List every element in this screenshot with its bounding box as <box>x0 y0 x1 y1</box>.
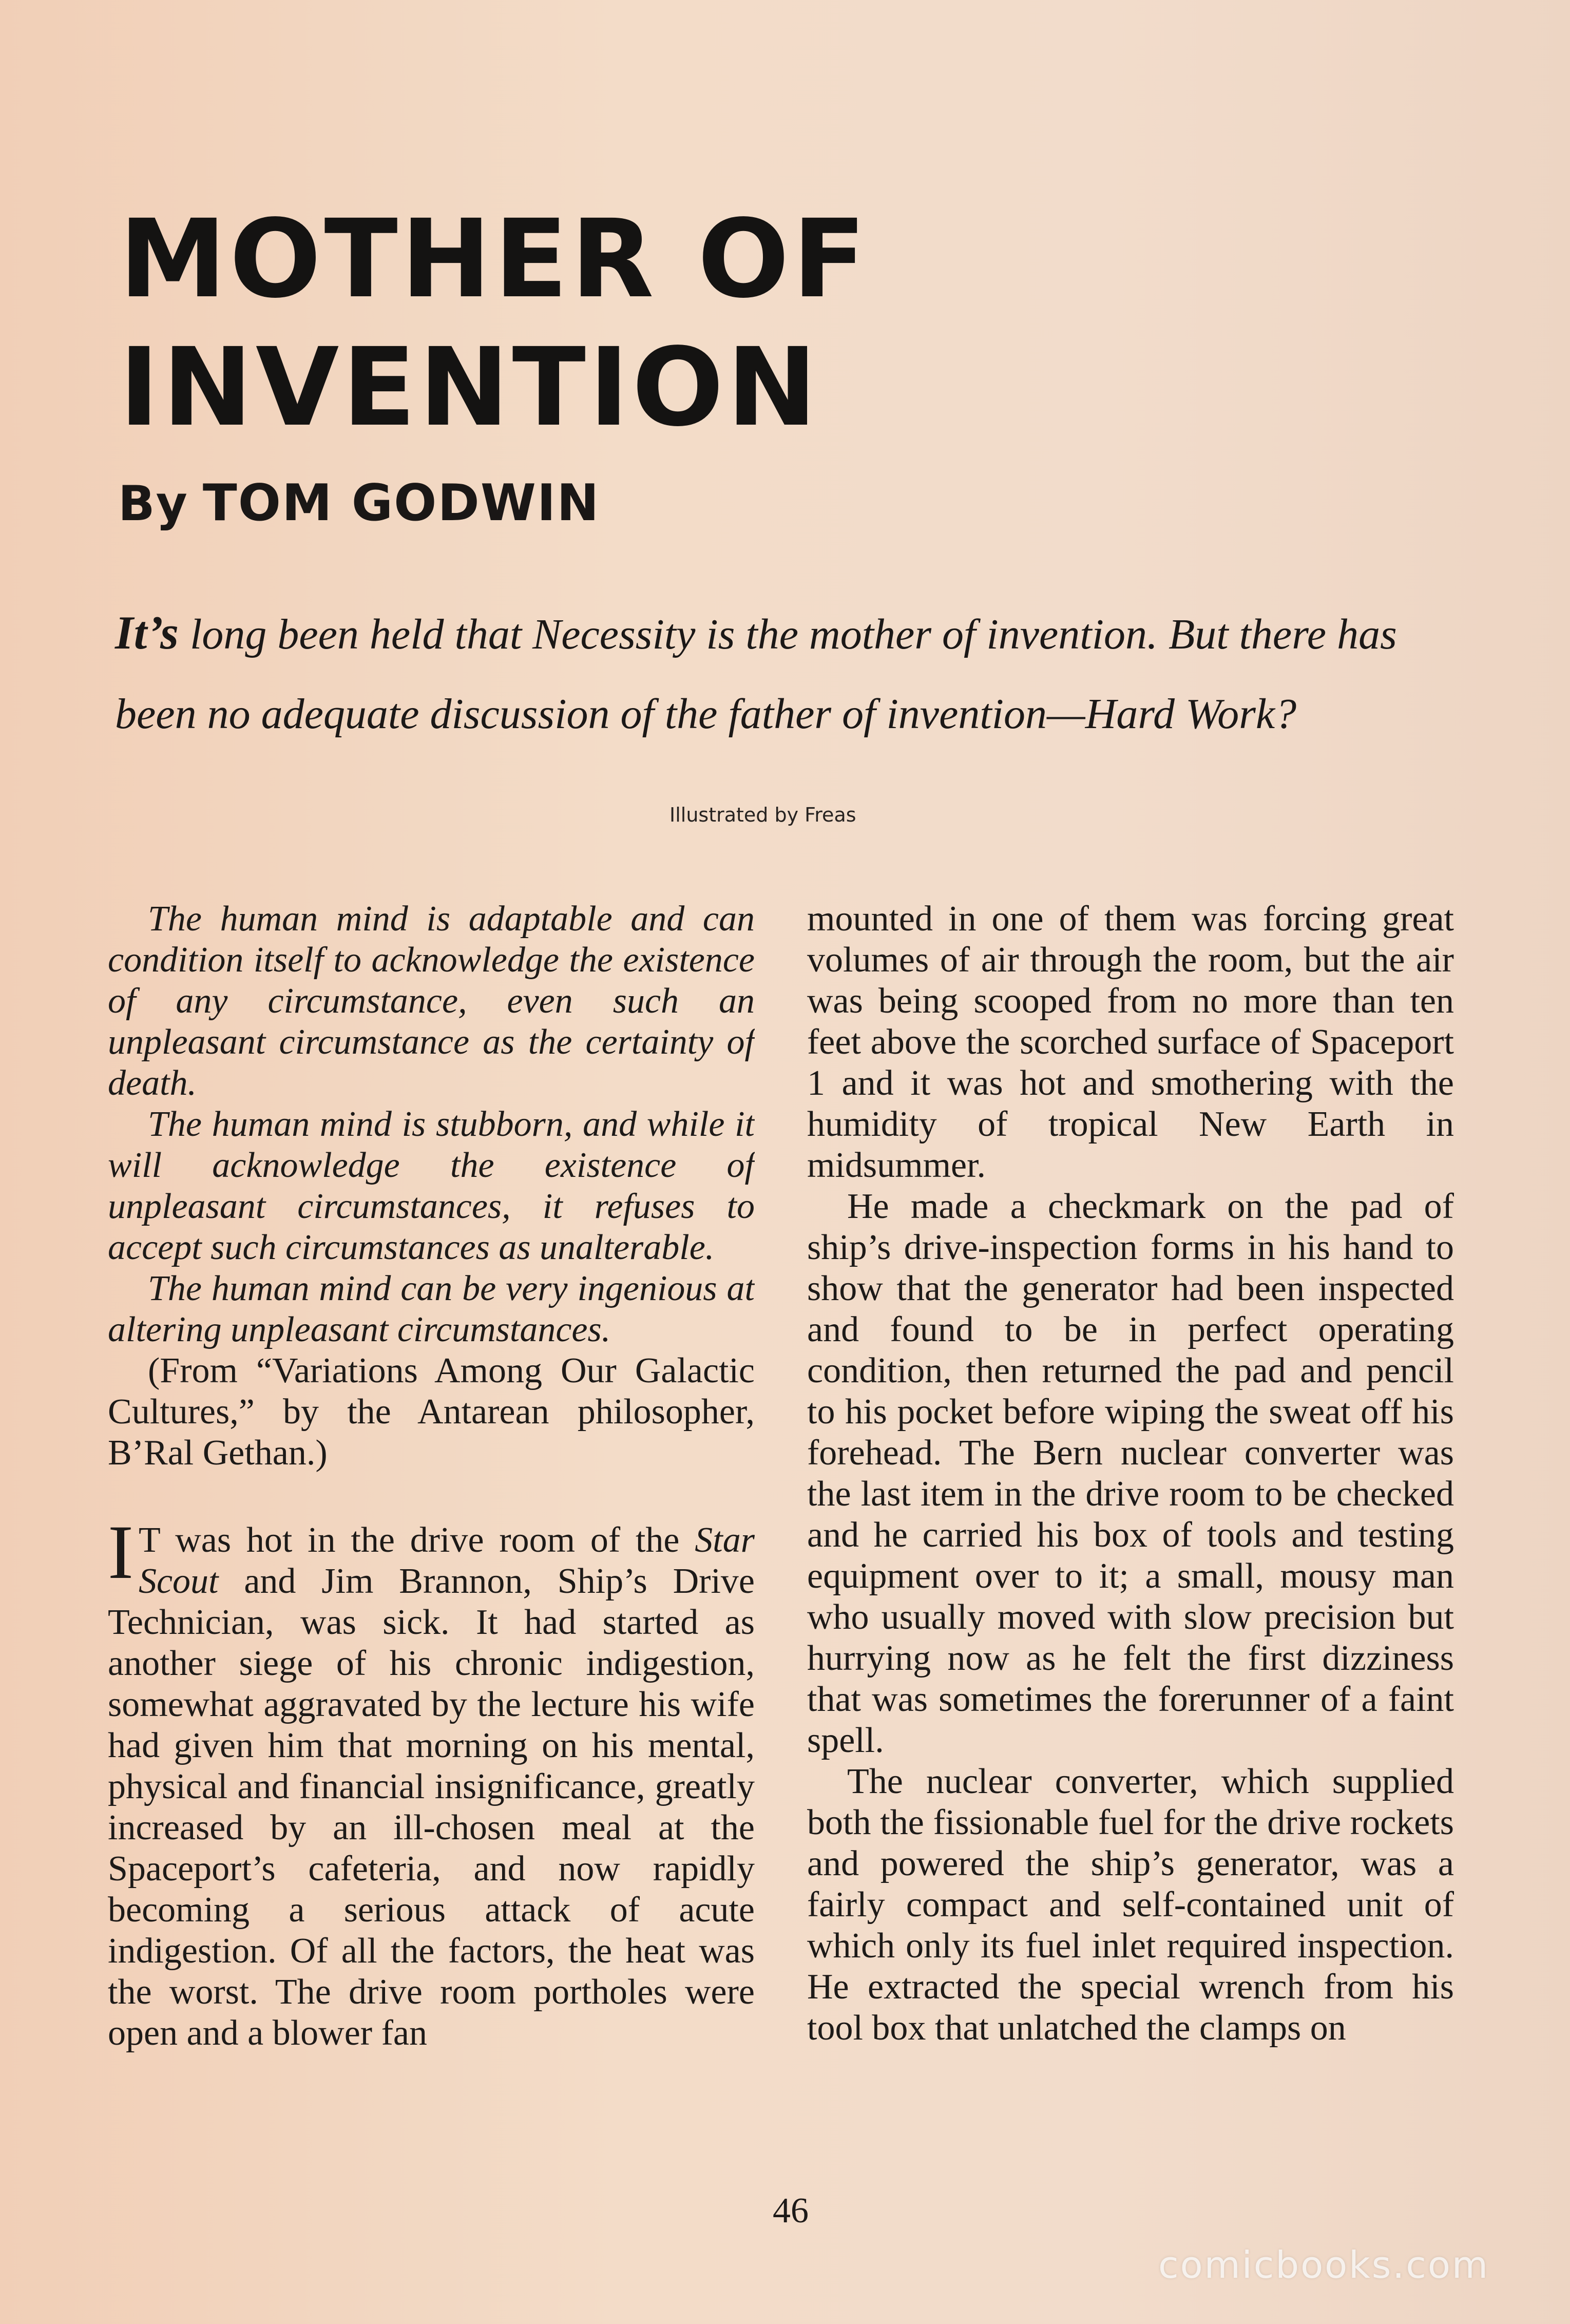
story-blurb-text: long been held that Necessity is the mother of invention. But there has been no adequate discussion of the father of invention—Hard Work? <box>115 611 1397 738</box>
epigraph-paragraph-1: The human mind is adaptable and can condition itself to acknowledge the existence of any circumstance, even such an unpleasant circumstance as the certainty of death. <box>108 899 755 1103</box>
drop-cap: I <box>108 1510 133 1595</box>
site-watermark: comicbooks.com <box>1158 2243 1490 2287</box>
epigraph-paragraph-2: The human mind is stubborn, and while it will acknowledge the existence of unpleasant circumstances, it refuses to accept such circumstances as unalterable. <box>108 1104 755 1267</box>
illustration-credit: Illustrated by Freas <box>669 804 856 826</box>
author-byline <box>118 472 734 535</box>
right-text-column <box>807 899 1454 2187</box>
epigraph-source: (From “Variations Among Our Galactic Cultures,” by the Antarean philosopher, B’Ral Gethan.) <box>108 1351 755 1473</box>
story-opening-rest: and Jim Brannon, Ship’s Drive Technician, was sick. It had started as another siege of his chronic indigestion, somewhat aggravated by the lecture his wife had given him that morning on his mental, physical and financial insignificance, greatly increased by an ill-chosen meal at the Spaceport’s cafeteria, and now rapidly becoming a serious attack of acute indigestion. Of all the factors, the heat was the worst. The drive room portholes were open and a blower fan <box>108 1561 755 2053</box>
story-paragraph-2: He made a checkmark on the pad of ship’s drive-inspection forms in his hand to show that the generator had been inspected and found to be in perfect operating condition, then returned the pad and pencil to his pocket before wiping the sweat off his forehead. The Bern nuclear converter was the last item in the drive room to be checked and he carried his box of tools and testing equipment over to it; a small, mousy man who usually moved with slow precision but hurrying now as he felt the first dizziness that was sometimes the forerunner of a faint spell. <box>807 1187 1454 1760</box>
byline-prefix: By <box>118 476 188 532</box>
ship-name: Star Scout <box>138 1520 755 1601</box>
story-paragraph-1: mounted in one of them was forcing great volumes of air through the room, but the air was being scooped from no more than ten feet above the scorched surface of Spaceport 1 and it was hot and smothering with the humidity of tropical New Earth in midsummer. <box>807 899 1454 1185</box>
story-opening-first-line: T was hot in the drive room of the <box>138 1520 680 1560</box>
story-paragraph-3: The nuclear converter, which supplied both the fissionable fuel for the drive rockets and powered the ship’s generator, was a fairly compact and self-contained unit of which only its fuel inlet required inspection. He extracted the special wrench from his tool box that unlatched the clamps on <box>807 1762 1454 2048</box>
page-number: 46 <box>773 2191 809 2231</box>
story-title-line-1: MOTHER OF <box>119 196 869 322</box>
story-blurb <box>115 593 1481 754</box>
author-name: TOM GODWIN <box>202 474 600 532</box>
left-text-column <box>108 899 755 2187</box>
story-opening-paragraph <box>108 1510 755 2054</box>
epigraph-paragraph-3: The human mind can be very ingenious at altering unpleasant circumstances. <box>108 1269 755 1349</box>
story-blurb-lead: It’s <box>115 606 179 659</box>
story-title <box>119 195 941 452</box>
story-title-line-2: INVENTION <box>119 325 820 450</box>
